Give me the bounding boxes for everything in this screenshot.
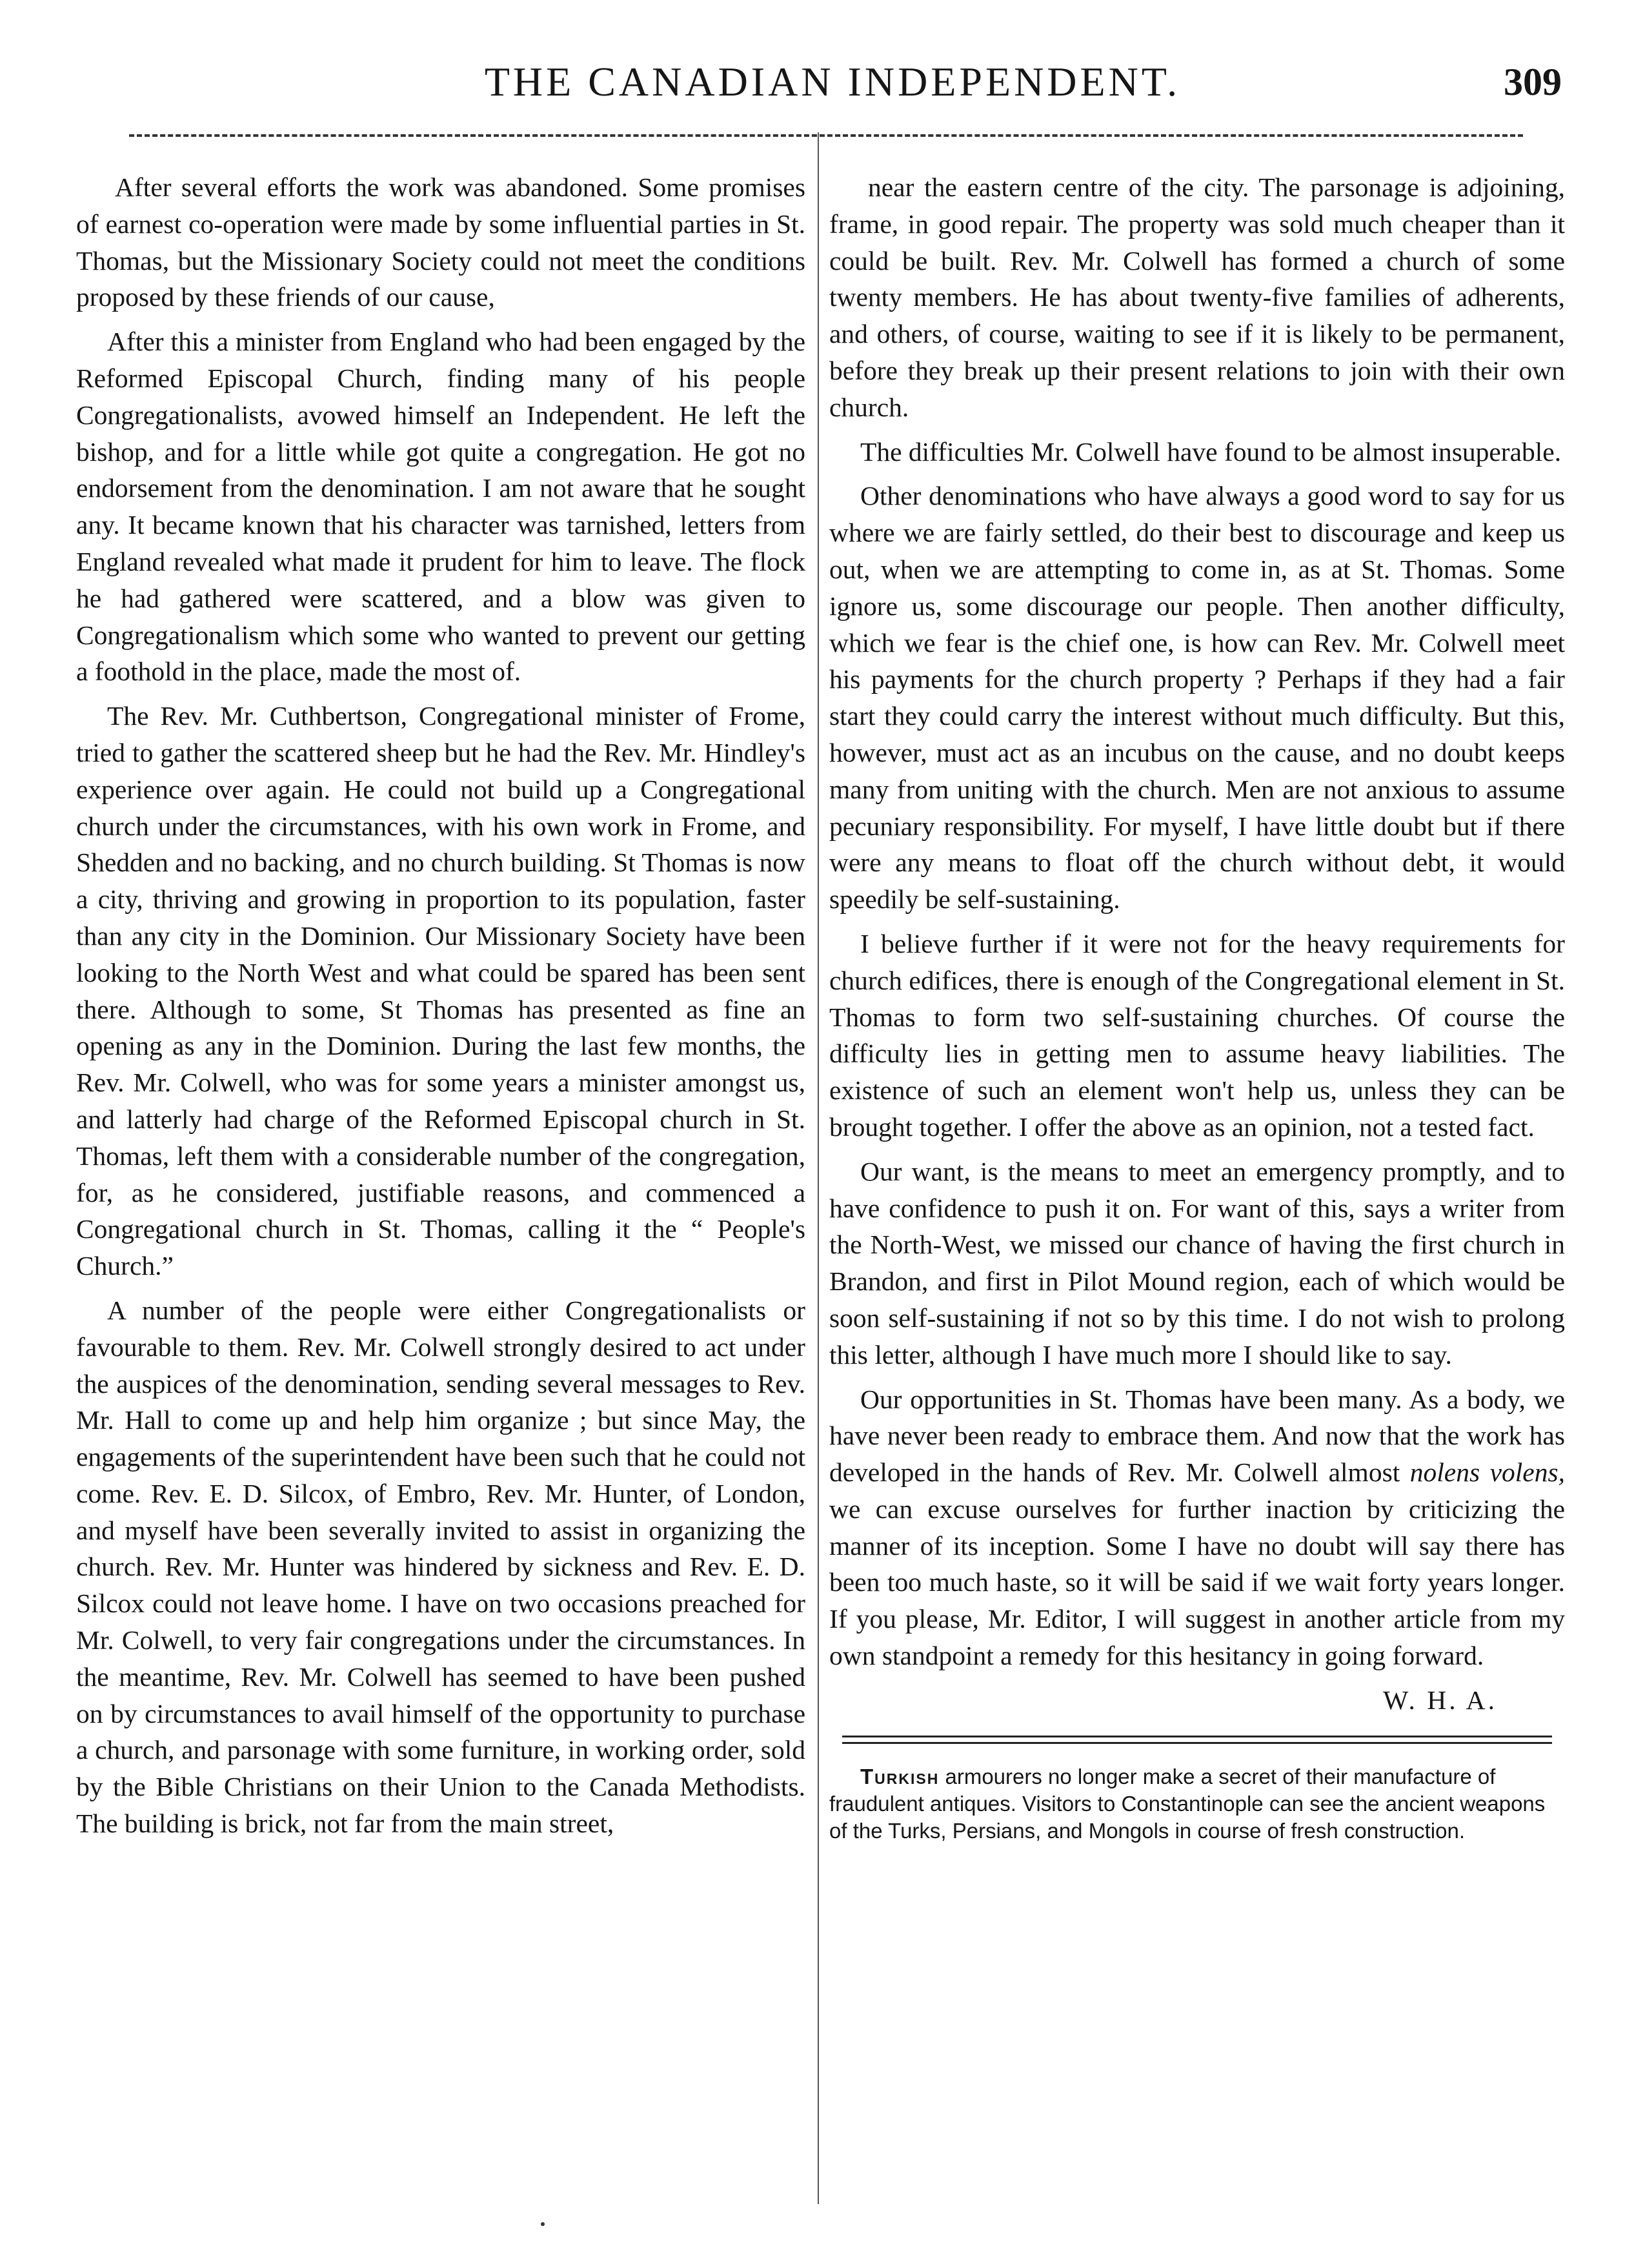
column-divider bbox=[818, 132, 819, 2204]
note-lead: Turkish bbox=[860, 1764, 940, 1788]
section-divider bbox=[842, 1736, 1552, 1744]
note-text: armourers no longer make a secret of their manufacture of fraudulent antiques. Visitors to Constantinople can see the ancient weapons of the Turks, Persians, and Mongols in course of fresh construction. bbox=[829, 1764, 1546, 1843]
left-column bbox=[76, 169, 805, 1850]
paragraph: The Rev. Mr. Cuthbertson, Congregational minister of Frome, tried to gather the scattered sheep but he had the Rev. Mr. Hindley's experience over again. He could not build up a Congregational church under the circumstances, with his own work in Frome, and Shedden and no backing, and no church building. St Thomas is now a city, thriving and growing in proportion to its population, faster than any city in the Dominion. Our Missionary Society have been looking to the North West and what could be spared has been sent there. Although to some, St Thomas has presented as fine an opening as any in the Dominion. During the last few months, the Rev. Mr. Colwell, who was for some years a minister amongst us, and latterly had charge of the Reformed Episcopal church in St. Thomas, left them with a considerable number of the congregation, for, as he considered, justifiable reasons, and commenced a Congregational church in St. Thomas, calling it the “ People's Church.” bbox=[76, 701, 805, 1281]
right-column bbox=[829, 169, 1565, 1852]
signature: W. H. A. bbox=[1383, 1685, 1497, 1715]
paragraph: Our want, is the means to meet an emergency promptly, and to have confidence to push it on. For want of this, says a writer from the North-West, we missed our chance of having the first church in Brandon, and first in Pilot Mound region, each of which would be soon self-sustaining if not so by this time. I do not wish to prolong this letter, although I have much more I should like to say. bbox=[829, 1156, 1565, 1370]
paragraph-text: we can excuse ourselves for further inaction by criticizing the manner of its inception. Some I have no doubt will say there has been too much haste, so it will be said if we wait forty years longer. If you please, Mr. Editor, I will suggest in another article from my own standpoint a remedy for this hesitancy in going forward. bbox=[829, 1493, 1565, 1671]
page-number: 309 bbox=[1504, 61, 1562, 103]
paragraph-text: Our opportunities in St. Thomas have been many. As a body, we have never been ready to embrace them. And now that the work has developed in the hands of Rev. Mr. Colwell almost bbox=[829, 1384, 1565, 1488]
news-note bbox=[829, 1763, 1565, 1845]
paragraph: near the eastern centre of the city. The parsonage is adjoining, frame, in good repair. The property was sold much cheaper than it could be built. Rev. Mr. Colwell has formed a church of some twenty members. He has about twenty-five families of adherents, and others, of course, waiting to see if it is likely to be permanent, before they break up their present relations to join with their own church. bbox=[829, 172, 1565, 422]
paragraph: After several efforts the work was abandoned. Some promises of earnest co-operation were made by some influential parties in St. Thomas, but the Missionary Society could not meet the conditions proposed by these friends of our cause, bbox=[76, 172, 805, 312]
running-title: THE CANADIAN INDEPENDENT. bbox=[484, 59, 1181, 105]
paragraph: A number of the people were either Congregationalists or favourable to them. Rev. Mr. Colwell strongly desired to act under the auspices of the denomination, sending several messages to Rev. Mr. Hall to come up and help him organize ; but since May, the engagements of the superintendent have been such that he could not come. Rev. E. D. Silcox, of Embro, Rev. Mr. Hunter, of London, and myself have been severally invited to assist in organizing the church. Rev. Mr. Hunter was hindered by sickness and Rev. E. D. Silcox could not leave home. I have on two occasions preached for Mr. Colwell, to very fair congregations under the circumstances. In the meantime, Rev. Mr. Colwell has seemed to have been pushed on by circumstances to avail himself of the opportunity to purchase a church, and parsonage with some furniture, in working order, sold by the Bible Christians on their Union to the Canada Methodists. The building is brick, not far from the main street, bbox=[76, 1295, 805, 1839]
latin-phrase: nolens volens, bbox=[1409, 1457, 1565, 1488]
paragraph bbox=[829, 1381, 1565, 1674]
header-rule bbox=[129, 134, 1523, 137]
paragraph: The difficulties Mr. Colwell have found to be almost insuperable. bbox=[860, 436, 1562, 467]
print-speck bbox=[541, 2222, 545, 2226]
paragraph: I believe further if it were not for the heavy requirements for church edifices, there is enough of the Congregational element in St. Thomas to form two self-sustaining churches. Of course the difficulty lies in getting men to assume heavy liabilities. The existence of such an element won't help us, unless they can be brought together. I offer the above as an opinion, not a tested fact. bbox=[829, 928, 1565, 1142]
page-header bbox=[103, 46, 1562, 117]
paragraph: Other denominations who have always a good word to say for us where we are fairly settled, do their best to discourage and keep us out, when we are attempting to come in, as at St. Thomas. Some ignore us, some discourage our people. Then another difficulty, which we fear is the chief one, is how can Rev. Mr. Colwell meet his payments for the church property ? Perhaps if they had a fair start they could carry the interest without much difficulty. But this, however, must act as an incubus on the cause, and no doubt keeps many from uniting with the church. Men are not anxious to assume pecuniary responsibility. For myself, I have little doubt but if there were any means to float off the church without debt, it would speedily be self-sustaining. bbox=[829, 481, 1565, 915]
paragraph: After this a minister from England who had been engaged by the Reformed Episcopal Church, finding many of his people Congregationalists, avowed himself an Independent. He left the bishop, and for a little while got quite a congregation. He got no endorsement from the denomination. I am not aware that he sought any. It became known that his character was tarnished, letters from England revealed what made it prudent for him to leave. The flock he had gathered were scattered, and a blow was given to Congregationalism which some who wanted to prevent our getting a foothold in the place, made the most of. bbox=[76, 327, 805, 687]
